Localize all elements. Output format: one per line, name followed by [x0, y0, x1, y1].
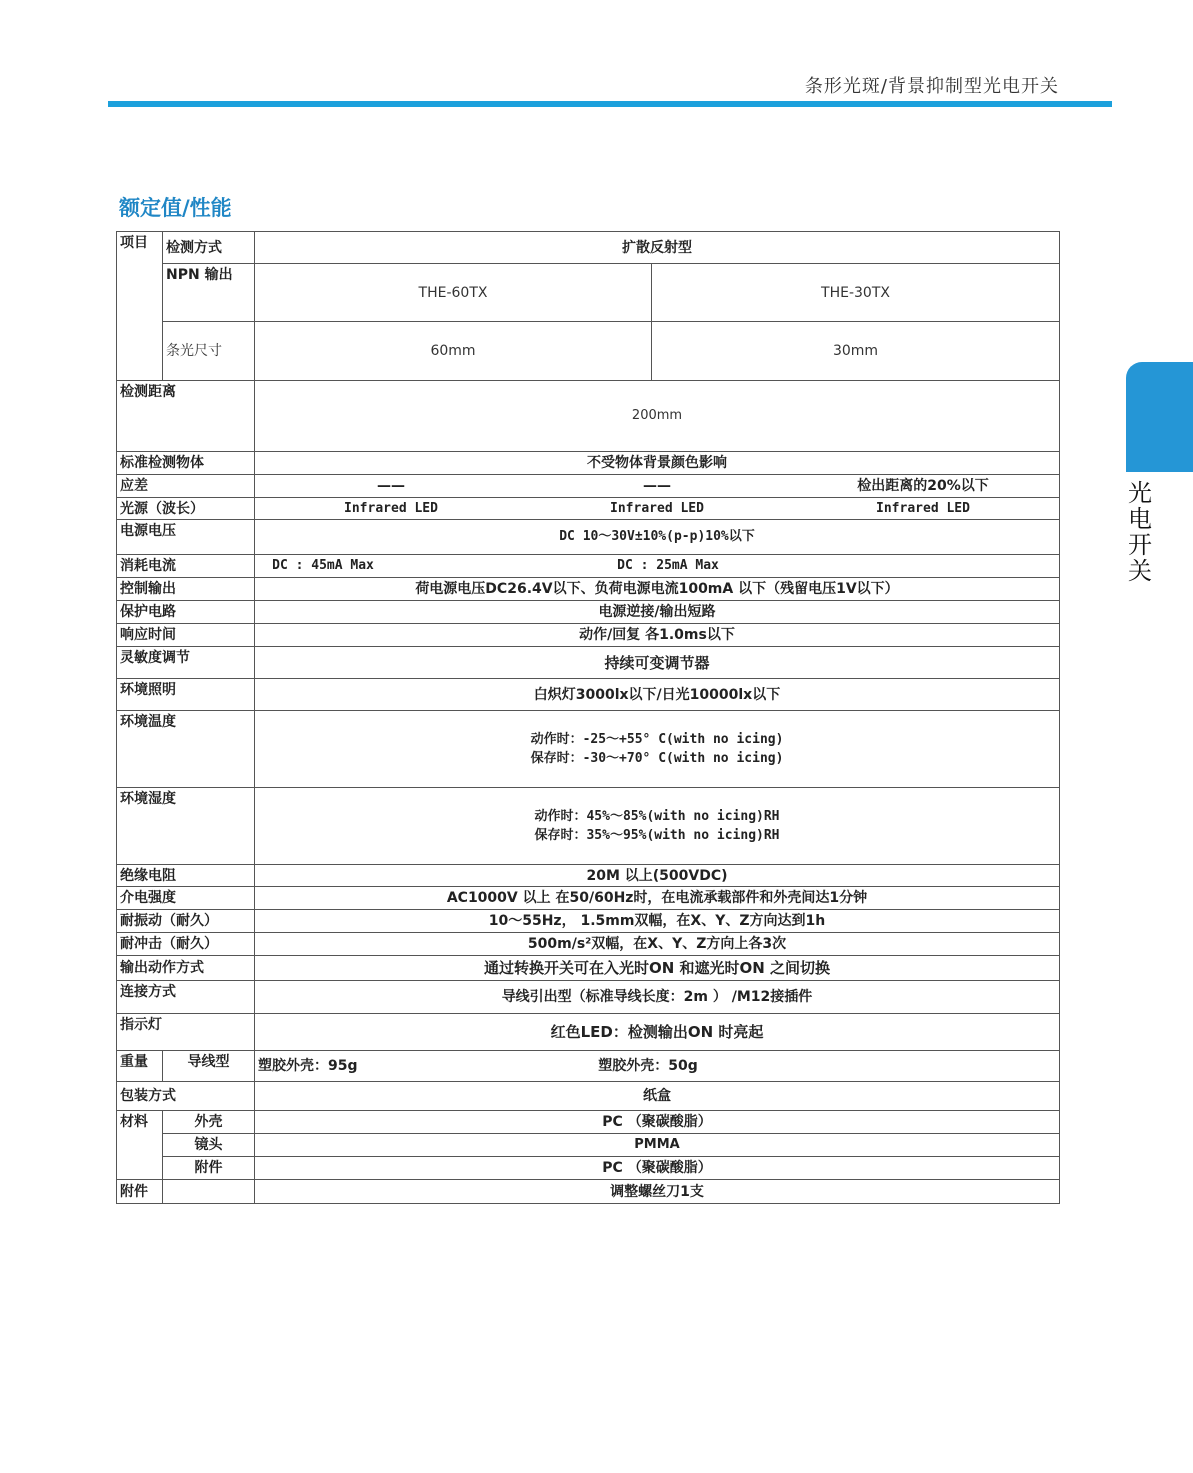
output-mode-value: 通过转换开关可在入光时ON 和遮光时ON 之间切换	[255, 956, 1060, 981]
ambient-temp-line1: 动作时：-25～+55° C(with no icing)	[530, 732, 784, 747]
accessory-label: 附件	[117, 1180, 163, 1204]
table-row	[117, 452, 1060, 475]
table-row	[117, 711, 1060, 788]
material-acc-label: 附件	[163, 1157, 255, 1180]
table-row	[117, 933, 1060, 956]
header-title: 条形光斑/背景抑制型光电开关	[804, 76, 1059, 97]
control-output-value: 荷电源电压DC26.4V以下、负荷电源电流100mA 以下（残留电压1V以下）	[255, 578, 1060, 601]
distance-label: 检测距离	[117, 381, 255, 452]
table-row	[117, 981, 1060, 1014]
table-row	[117, 555, 1060, 578]
table-row	[117, 520, 1060, 555]
table-row	[117, 647, 1060, 679]
dielectric-value: AC1000V 以上 在50/60Hz时，在电流承载部件和外壳间达1分钟	[255, 887, 1060, 910]
vibration-label: 耐振动（耐久）	[117, 910, 255, 933]
ambient-light-label: 环境照明	[117, 679, 255, 711]
packaging-value: 纸盒	[255, 1082, 1060, 1111]
weight-b: 塑胶外壳：50g	[598, 1058, 698, 1074]
indicator-label: 指示灯	[117, 1014, 255, 1051]
header-rule	[108, 101, 1112, 107]
bar-size-b: 30mm	[652, 322, 1060, 381]
item-label: 项目	[117, 232, 163, 381]
ambient-temp-label: 环境温度	[117, 711, 255, 788]
control-output-label: 控制输出	[117, 578, 255, 601]
light-source-a: Infrared LED	[344, 500, 438, 516]
light-source-label: 光源（波长）	[117, 498, 255, 520]
material-acc-value: PC （聚碳酸脂）	[255, 1157, 1060, 1180]
table-row	[117, 1082, 1060, 1111]
supply-voltage-label: 电源电压	[117, 520, 255, 555]
indicator-value: 红色LED：检测输出ON 时亮起	[255, 1014, 1060, 1051]
table-row	[117, 624, 1060, 647]
packaging-label: 包装方式	[117, 1082, 255, 1111]
connection-value: 导线引出型（标准导线长度：2m ） /M12接插件	[255, 981, 1060, 1014]
table-row	[117, 865, 1060, 887]
table-row	[117, 264, 1060, 322]
table-row	[117, 910, 1060, 933]
ambient-light-value: 白炽灯3000lx以下/日光10000lx以下	[255, 679, 1060, 711]
table-row	[117, 1051, 1060, 1082]
weight-a: 塑胶外壳：95g	[258, 1058, 358, 1074]
table-row	[117, 322, 1060, 381]
vibration-value: 10～55Hz， 1.5mm双幅，在X、Y、Z方向达到1h	[255, 910, 1060, 933]
tolerance-b: ——	[643, 478, 671, 494]
table-row	[117, 1157, 1060, 1180]
std-object-label: 标准检测物体	[117, 452, 255, 475]
current-a: DC : 45mA Max	[272, 558, 374, 573]
bar-size-label: 条光尺寸	[163, 322, 255, 381]
tolerance-label: 应差	[117, 475, 255, 498]
response-value: 动作/回复 各1.0ms以下	[255, 624, 1060, 647]
table-row	[117, 578, 1060, 601]
tolerance-a: ——	[377, 478, 405, 494]
sensitivity-value: 持续可变调节器	[255, 647, 1060, 679]
shock-value: 500m/s²双幅，在X、Y、Z方向上各3次	[255, 933, 1060, 956]
model-a: THE-60TX	[255, 264, 652, 322]
ambient-humidity-label: 环境湿度	[117, 788, 255, 865]
connection-label: 连接方式	[117, 981, 255, 1014]
bar-size-a: 60mm	[255, 322, 652, 381]
table-row	[117, 498, 1060, 520]
side-tab-label: 光电开关	[1128, 479, 1152, 585]
table-row	[117, 601, 1060, 624]
material-lens-value: PMMA	[255, 1134, 1060, 1157]
accessory-empty-cell	[163, 1180, 255, 1204]
table-row	[117, 887, 1060, 910]
table-row	[117, 956, 1060, 981]
protection-label: 保护电路	[117, 601, 255, 624]
light-source-b: Infrared LED	[610, 500, 704, 516]
side-tab	[1126, 362, 1193, 472]
table-row	[117, 475, 1060, 498]
current-b: DC : 25mA Max	[617, 558, 719, 573]
table-row	[117, 1180, 1060, 1204]
tolerance-c: 检出距离的20%以下	[857, 478, 989, 494]
ambient-humidity-line1: 动作时：45%～85%(with no icing)RH	[534, 809, 780, 824]
table-row	[117, 1134, 1060, 1157]
material-case-value: PC （聚碳酸脂）	[255, 1111, 1060, 1134]
std-object-value: 不受物体背景颜色影响	[255, 452, 1060, 475]
material-label: 材料	[117, 1111, 163, 1180]
npn-label: NPN 输出	[163, 264, 255, 322]
response-label: 响应时间	[117, 624, 255, 647]
output-mode-label: 输出动作方式	[117, 956, 255, 981]
accessory-value: 调整螺丝刀1支	[255, 1180, 1060, 1204]
table-row	[117, 381, 1060, 452]
sensitivity-label: 灵敏度调节	[117, 647, 255, 679]
section-title: 额定值/性能	[119, 196, 232, 220]
table-row	[117, 788, 1060, 865]
insulation-value: 20M 以上(500VDC)	[255, 865, 1060, 887]
detect-method-label: 检测方式	[163, 232, 255, 264]
supply-voltage-value: DC 10～30V±10%(p-p)10%以下	[255, 520, 1060, 555]
detect-method-value: 扩散反射型	[255, 232, 1060, 264]
distance-value: 200mm	[255, 381, 1060, 452]
ambient-humidity-line2: 保存时：35%～95%(with no icing)RH	[534, 828, 780, 843]
light-source-c: Infrared LED	[876, 500, 970, 516]
shock-label: 耐冲击（耐久）	[117, 933, 255, 956]
dielectric-label: 介电强度	[117, 887, 255, 910]
material-case-label: 外壳	[163, 1111, 255, 1134]
spec-table	[116, 231, 1060, 1204]
table-row	[117, 1111, 1060, 1134]
material-lens-label: 镜头	[163, 1134, 255, 1157]
current-label: 消耗电流	[117, 555, 255, 578]
protection-value: 电源逆接/输出短路	[255, 601, 1060, 624]
ambient-temp-line2: 保存时：-30～+70° C(with no icing)	[530, 751, 784, 766]
insulation-label: 绝缘电阻	[117, 865, 255, 887]
table-row	[117, 1014, 1060, 1051]
table-row	[117, 232, 1060, 264]
weight-label: 重量	[117, 1051, 163, 1082]
model-b: THE-30TX	[652, 264, 1060, 322]
table-row	[117, 679, 1060, 711]
weight-sub-label: 导线型	[163, 1051, 255, 1082]
